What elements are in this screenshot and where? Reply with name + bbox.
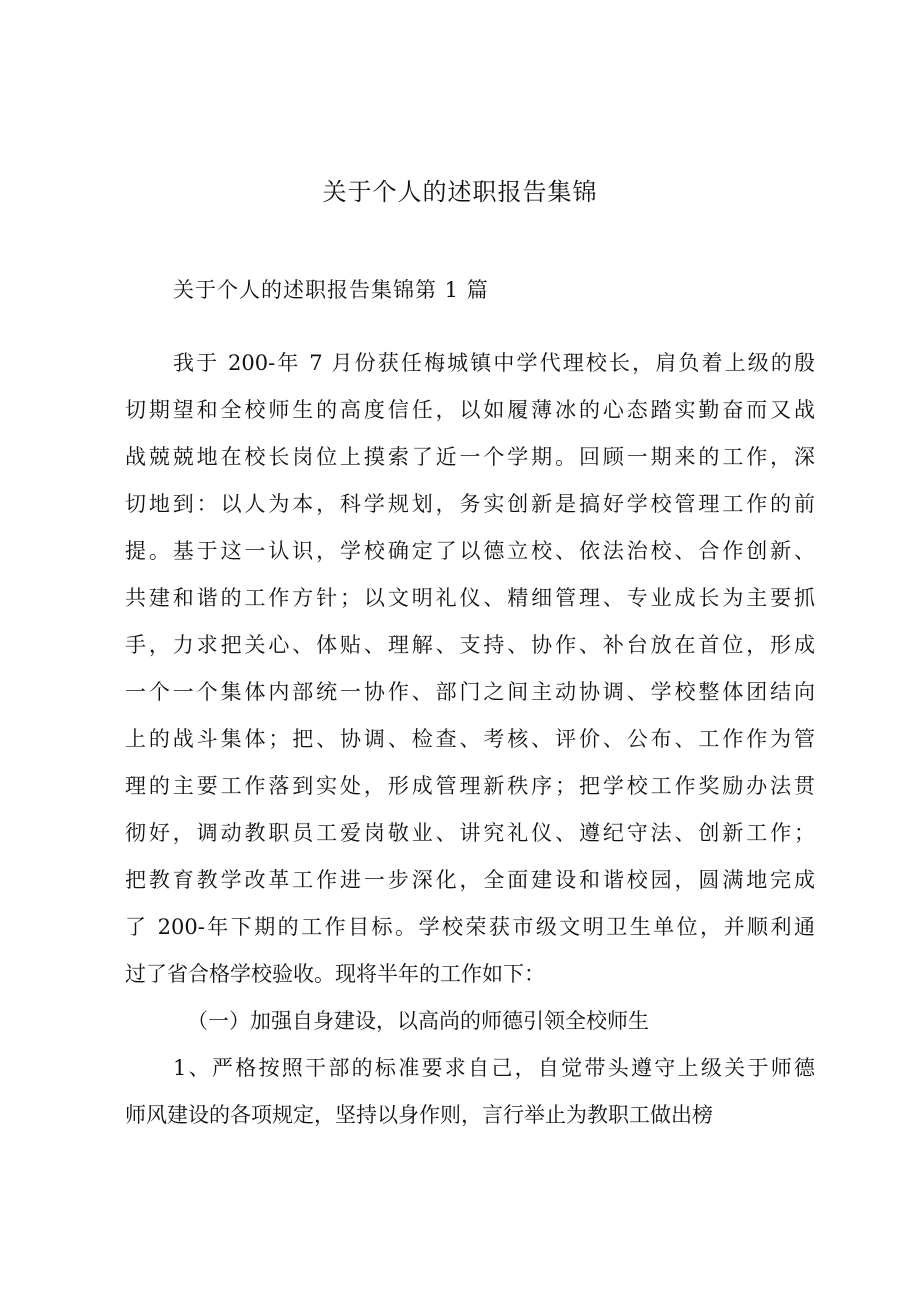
document-title: 关于个人的述职报告集锦 (322, 178, 598, 206)
section-heading: 关于个人的述职报告集锦第 1 篇 (173, 278, 489, 302)
text-line: 上的战斗集体；把、协调、检查、考核、评价、公布、工作作为管 (125, 727, 815, 751)
text-line: 战兢兢地在校长岗位上摸索了近一个学期。回顾一期来的工作，深 (125, 445, 815, 469)
document-body (125, 340, 815, 1139)
text-line: 1、严格按照干部的标准要求自己，自觉带头遵守上级关于师德 (173, 1056, 815, 1080)
text-line: 我于 200-年 7 月份获任梅城镇中学代理校长，肩负着上级的殷 (173, 351, 815, 375)
paragraph-1 (125, 340, 815, 998)
text-line: 切地到：以人为本，科学规划，务实创新是搞好学校管理工作的前 (125, 492, 815, 516)
text-line: 提。基于这一认识，学校确定了以德立校、依法治校、合作创新、 (125, 539, 815, 563)
text-line: 了 200-年下期的工作目标。学校荣获市级文明卫生单位，并顺利通 (125, 915, 815, 939)
text-line: 师风建设的各项规定，坚持以身作则，言行举止为教职工做出榜 (125, 1103, 713, 1127)
sub-heading: （一）加强自身建设，以高尚的师德引领全校师生 (187, 1009, 649, 1033)
text-line: 一个一个集体内部统一协作、部门之间主动协调、学校整体团结向 (125, 680, 815, 704)
text-line: 切期望和全校师生的高度信任，以如履薄冰的心态踏实勤奋而又战 (125, 398, 815, 422)
text-line: 手，力求把关心、体贴、理解、支持、协作、补台放在首位，形成 (125, 633, 815, 657)
text-line: 把教育教学改革工作进一步深化，全面建设和谐校园，圆满地完成 (125, 868, 815, 892)
text-line: 共建和谐的工作方针；以文明礼仪、精细管理、专业成长为主要抓 (125, 586, 815, 610)
text-line: 彻好，调动教职员工爱岗敬业、讲究礼仪、遵纪守法、创新工作； (125, 821, 815, 845)
text-line: 理的主要工作落到实处，形成管理新秩序；把学校工作奖励办法贯 (125, 774, 815, 798)
text-line: 过了省合格学校验收。现将半年的工作如下： (125, 962, 545, 986)
paragraph-2 (125, 1045, 815, 1139)
